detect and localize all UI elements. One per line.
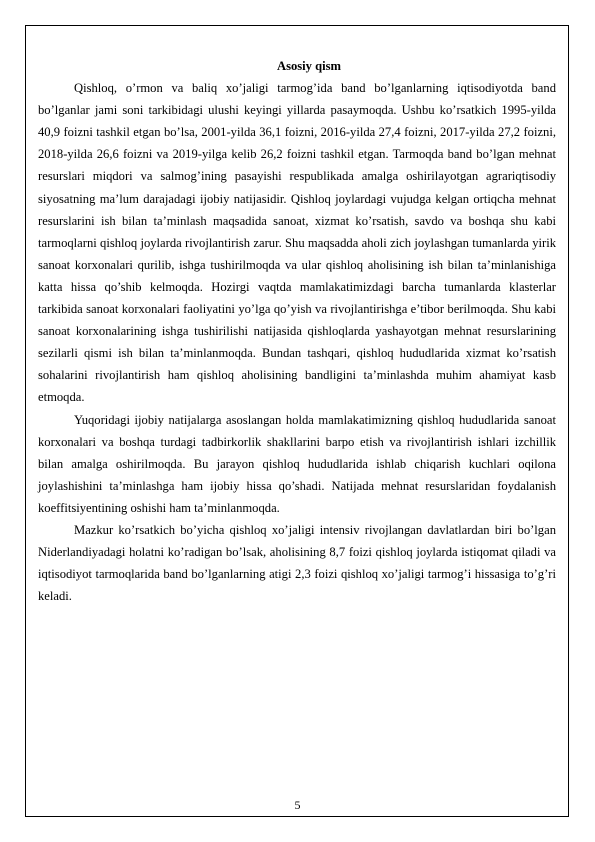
paragraph-2: Yuqoridagi ijobiy natijalarga asoslangan holda mamlakatimizning qishloq hududlarida sanoat korxonalari va boshqa turdagi tadbirkorlik shakllarini barpo etish va rivojlantirish ishlari izchillik bilan amalga oshirilmoqda. Bu jarayon qishloq hududlarida ishlab chiqarish kuchlari oqilona joylashishini ta’minlashga ham ijobiy hissa qo’shadi. Natijada mehnat resurslaridan foydalanish koeffitsiyentining oshishi ham ta’minlanmoqda. — [38, 412, 556, 515]
section-heading: Asosiy qism — [276, 59, 342, 73]
document-body — [38, 55, 556, 607]
paragraph-3: Mazkur ko’rsatkich bo’yicha qishloq xo’jaligi intensiv rivojlangan davlatlardan biri bo’lgan Niderlandiyadagi holatni ko’radigan bo’lsak, aholisining 8,7 foizi qishloq joylarda istiqomat qiladi va iqtisodiyot tarmoqlarida band bo’lganlarning atigi 2,3 foizi qishloq xo’jaligi tarmog’i hissasiga to’g’ri keladi. — [38, 522, 556, 604]
paragraph-1: Qishloq, o’rmon va baliq xo’jaligi tarmog’ida band bo’lganlarning iqtisodiyotda band bo’lganlar jami soni tarkibidagi ulushi keyingi yillarda pasaymoqda. Ushbu ko’rsatkich 1995-yilda 40,9 foizni tashkil etgan bo’lsa, 2001-yilda 36,1 foizni, 2016-yilda 27,4 foizni, 2017-yilda 27,2 foizni, 2018-yilda 26,6 foizni va 2019-yilga kelib 26,2 foizni tashkil etgan. Tarmoqda band bo’lgan mehnat resurslari miqdori va salmog’ining pasayishi respublikada amalga oshirilayotgan agrariqtisodiy siyosatning ma’lum darajadagi ijobiy natijasidir. Qishloq joylardagi vujudga kelgan ortiqcha mehnat resurslarini ish bilan ta’minlash maqsadida sanoat, xizmat ko’rsatish, savdo va boshqa shu kabi tarmoqlarni qishloq joylarda rivojlantirish zarur. Shu maqsadda aholi zich joylashgan tumanlarda yirik sanoat korxonalari qurilib, ishga tushirilmoqda va ular qishloq aholisining ish bilan ta’minlanishiga katta hissa qo’shib kelmoqda. Hozirgi vaqtda mamlakatimizdagi barcha tumanlarda klasterlar tarkibida sanoat korxonalari faoliyatini yo’lga qo’yish va rivojlantirishga e’tibor berilmoqda. Shu kabi sanoat korxonalarining ishga tushirilishi natijasida qishloqlarda yashayotgan mehnat resurslarining sezilarli qismi ish bilan ta’minlanmoqda. Bundan tashqari, qishloq hududlarida xizmat ko’rsatish sohalarini rivojlantirish ham qishloq aholisining bandligini ta’minlashda muhim ahamiyat kasb etmoqda. — [38, 81, 556, 405]
page-number: 5 — [294, 798, 301, 812]
